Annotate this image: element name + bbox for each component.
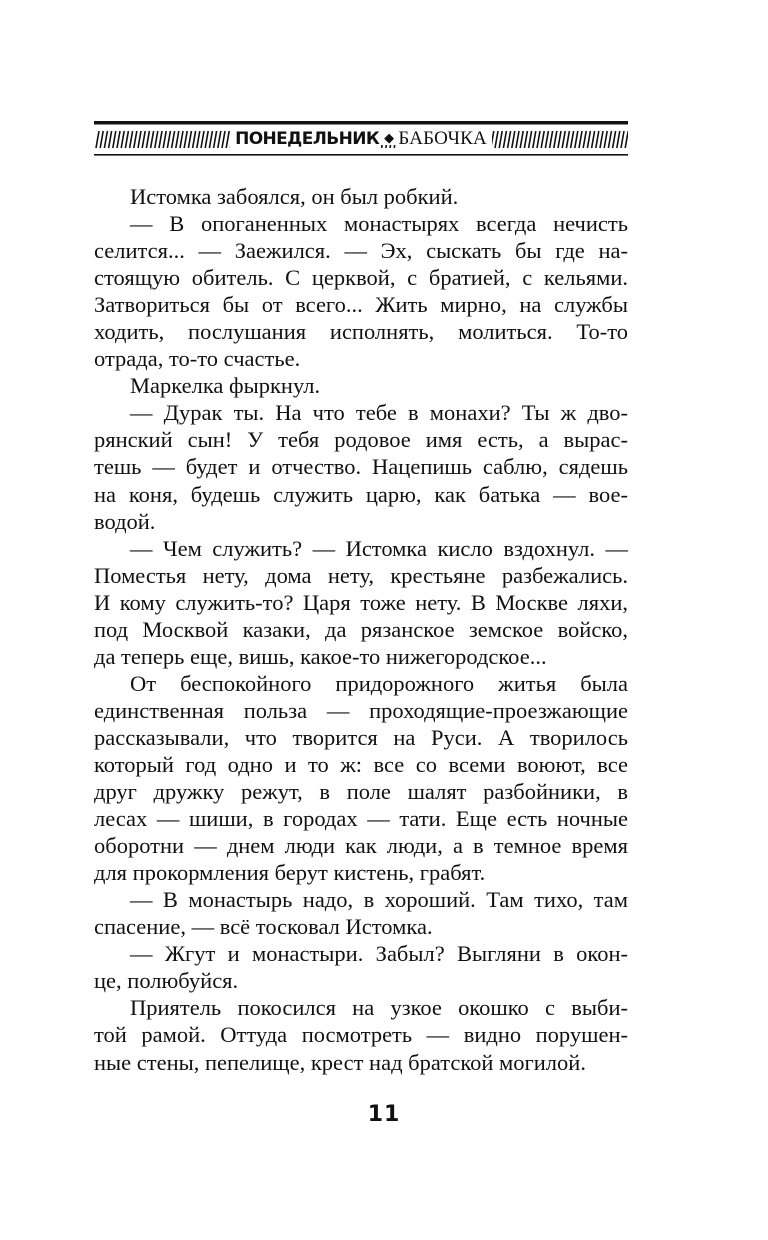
text-line: селится... — Заежился. — Эх, сыскать бы где на- (94, 238, 628, 264)
text-line: под Москвой казаки, да рязанское земское войско, (94, 616, 628, 642)
text-line: отрада, то-то счастье. (94, 346, 301, 372)
header-top-rule (94, 121, 628, 125)
text-line: Поместья нету, дома нету, крестьяне разбежались. (94, 562, 628, 588)
text-line: ные стены, пепелище, крест над братской могилой. (94, 1049, 586, 1075)
book-title: БАБОЧКА (397, 128, 492, 149)
page-number: 11 (367, 1102, 401, 1127)
text-line: — В опоганенных монастырях всегда нечисть (130, 211, 628, 237)
text-line: рассказывали, что творится на Руси. А творилось (94, 724, 628, 750)
text-line: От беспокойного придорожного житья была (130, 670, 628, 696)
text-line: — Чем служить? — Истомка кисло вздохнул. — (130, 535, 628, 561)
text-line: оборотни — днем люди как люди, а в темное время (94, 833, 628, 859)
diamond-separator-icon: ◆ (381, 130, 397, 145)
text-line: который год одно и то ж: все со всеми воюют, все (94, 751, 628, 777)
text-line: ходить, послушания исполнять, молиться. То-то (94, 319, 628, 345)
text-line: тешь — будет и отчество. Нацепишь саблю, сядешь (94, 454, 628, 480)
text-line: И кому служить-то? Царя тоже нету. В Москве ляхи, (94, 589, 628, 615)
text-line: Приятель покосился на узкое окошко с выби- (130, 995, 628, 1021)
text-line: единственная польза — проходящие-проезжающие (94, 697, 628, 723)
running-header (94, 121, 628, 157)
text-line: Истомка забоялся, он был робкий. (130, 184, 459, 209)
text-line: — В монастырь надо, в хороший. Там тихо, там (130, 887, 628, 913)
text-line: Маркелка фыркнул. (130, 373, 321, 399)
body-text (94, 183, 628, 1076)
text-line: на коня, будешь служить царю, как батька — вое- (94, 481, 628, 507)
text-line: Затвориться бы от всего... Жить мирно, на службы (94, 292, 628, 318)
text-line: це, полюбуйся. (94, 968, 239, 994)
text-line: стоящую обитель. С церквой, с братией, с кельями. (94, 265, 628, 291)
text-line: лесах — шиши, в городах — тати. Еще есть ночные (94, 806, 628, 832)
text-line: спасение, — всё тосковал Истомка. (94, 914, 433, 940)
running-header-text (94, 127, 628, 152)
series-title: ПОНЕДЕЛЬНИК (230, 129, 381, 149)
text-line: друг дружку режут, в поле шалят разбойники, в (94, 779, 628, 805)
header-bottom-rule (94, 154, 628, 156)
text-line: — Жгут и монастыри. Забыл? Выгляни в окон- (130, 941, 628, 967)
text-line: да теперь еще, вишь, какое-то нижегородское... (94, 643, 547, 669)
text-line: водой. (94, 508, 156, 534)
text-line: той рамой. Оттуда посмотреть — видно порушен- (94, 1022, 628, 1048)
text-line: для прокормления берут кистень, грабят. (94, 860, 486, 886)
text-line: — Дурак ты. На что тебе в монахи? Ты ж дво- (130, 400, 628, 426)
text-line: рянский сын! У тебя родовое имя есть, а вырас- (94, 427, 628, 453)
